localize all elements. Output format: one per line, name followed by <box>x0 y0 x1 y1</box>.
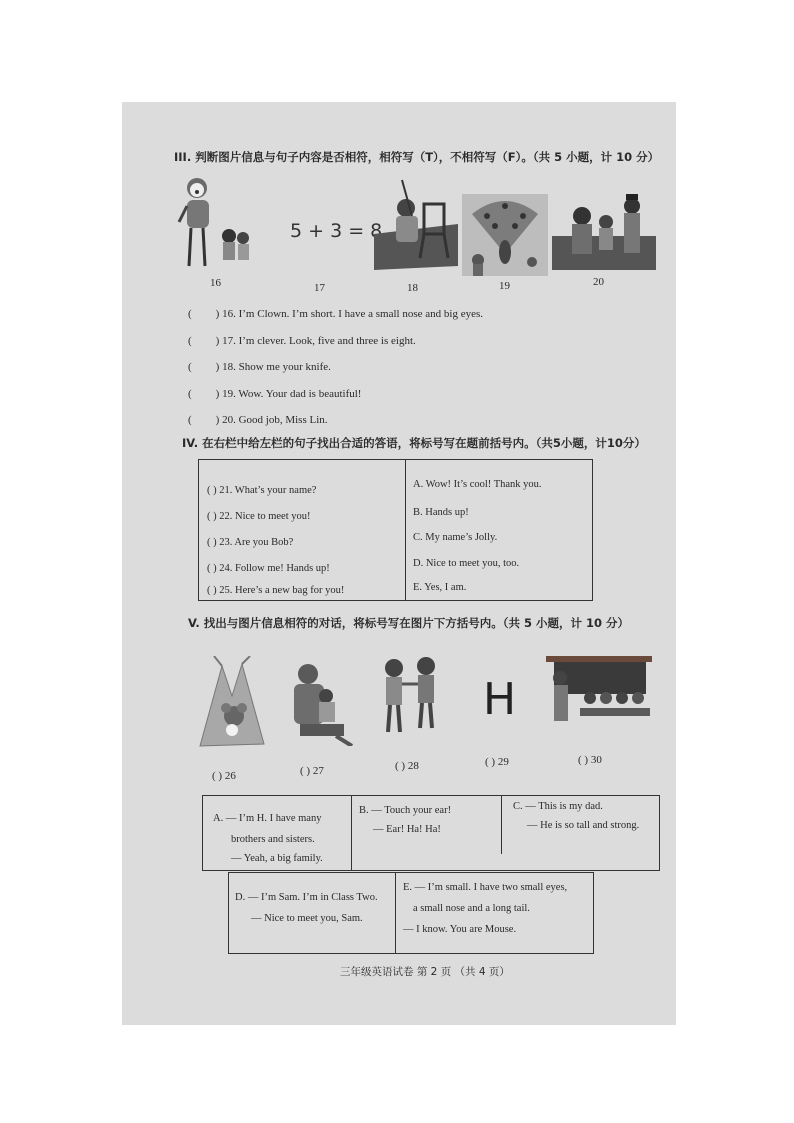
item-text: 19. Wow. Your dad is beautiful! <box>222 388 362 400</box>
divider <box>501 796 502 854</box>
item-text: 17. I’m clever. Look, five and three is eight. <box>222 335 416 347</box>
clown-picture <box>177 174 257 272</box>
blank-30[interactable]: ( ) 30 <box>578 754 602 766</box>
item-text: 16. I’m Clown. I’m short. I have a small nose and big eyes. <box>222 308 483 320</box>
matching-table <box>198 459 593 601</box>
pic-number: 16 <box>210 277 221 289</box>
table-divider <box>405 460 406 600</box>
dialog-box-row-2 <box>228 872 594 954</box>
page-footer: 三年级英语试卷 第 2 页 （共 4 页） <box>340 966 510 978</box>
classroom-picture <box>546 656 652 728</box>
exam-page <box>122 102 676 1025</box>
dialog-D: D. — I’m Sam. I’m in Class Two. — Nice to meet you, Sam. <box>235 892 378 924</box>
mouse-tree-picture <box>192 656 274 748</box>
section-4-title: IV. 在右栏中给左栏的句子找出合适的答语，将标号写在题前括号内。（共5小题，计10分） <box>182 436 646 450</box>
pic-number: 17 <box>314 282 325 294</box>
item-19: ( ) 19. Wow. Your dad is beautiful! <box>188 388 362 400</box>
answer-paren[interactable]: ( <box>188 335 192 347</box>
dialog-box-row-1 <box>202 795 660 871</box>
father-child-picture <box>286 662 356 746</box>
pic-number: 20 <box>593 276 604 288</box>
blank-26[interactable]: ( ) 26 <box>212 770 236 782</box>
blank-28[interactable]: ( ) 28 <box>395 760 419 772</box>
answer-paren[interactable]: ( <box>188 414 192 426</box>
two-kids-picture <box>376 654 446 738</box>
right-option: A. Wow! It’s cool! Thank you. <box>413 479 542 490</box>
left-item: ( ) 22. Nice to meet you! <box>207 511 311 522</box>
divider <box>395 873 396 953</box>
right-option: B. Hands up! <box>413 507 469 518</box>
pic-number: 18 <box>407 282 418 294</box>
left-item: ( ) 25. Here’s a new bag for you! <box>207 585 345 596</box>
item-18: ( ) 18. Show me your knife. <box>188 361 331 373</box>
dialog-A: A. — I’m H. I have many brothers and sisters. — Yeah, a big family. <box>213 813 323 864</box>
item-16: ( ) 16. I’m Clown. I’m short. I have a small nose and big eyes. <box>188 308 483 320</box>
item-17: ( ) 17. I’m clever. Look, five and three is eight. <box>188 335 416 347</box>
divider <box>351 796 352 870</box>
item-20: ( ) 20. Good job, Miss Lin. <box>188 414 328 426</box>
answer-paren[interactable]: ( <box>188 388 192 400</box>
dialog-C: C. — This is my dad. — He is so tall and strong. <box>513 801 640 831</box>
pic-number: 19 <box>499 280 510 292</box>
letter-h-picture: H <box>483 674 517 725</box>
blank-27[interactable]: ( ) 27 <box>300 765 324 777</box>
left-item: ( ) 21. What’s your name? <box>207 485 317 496</box>
family-picture <box>552 186 656 272</box>
blank-29[interactable]: ( ) 29 <box>485 756 509 768</box>
answer-paren[interactable]: ( <box>188 308 192 320</box>
item-text: 18. Show me your knife. <box>222 361 331 373</box>
right-option: E. Yes, I am. <box>413 582 467 593</box>
dialog-E: E. — I’m small. I have two small eyes, a small nose and a long tail. — I know. You are Mouse. <box>403 882 568 935</box>
section-3-title: III. 判断图片信息与句子内容是否相符，相符写（T），不相符写（F）。（共 5 小题，计 10 分） <box>174 150 660 164</box>
left-item: ( ) 23. Are you Bob? <box>207 537 294 548</box>
answer-paren[interactable]: ( <box>188 361 192 373</box>
dialog-B: B. — Touch your ear! — Ear! Ha! Ha! <box>359 805 452 835</box>
equation-picture: 5 + 3 = 8 <box>290 220 383 242</box>
right-option: D. Nice to meet you, too. <box>413 558 520 569</box>
right-option: C. My name’s Jolly. <box>413 532 498 543</box>
peacock-picture <box>462 194 548 276</box>
left-item: ( ) 24. Follow me! Hands up! <box>207 563 330 574</box>
item-text: 20. Good job, Miss Lin. <box>222 414 328 426</box>
boy-with-chair-picture <box>372 174 460 272</box>
section-5-title: V. 找出与图片信息相符的对话，将标号写在图片下方括号内。（共 5 小题，计 10 分） <box>188 616 630 630</box>
